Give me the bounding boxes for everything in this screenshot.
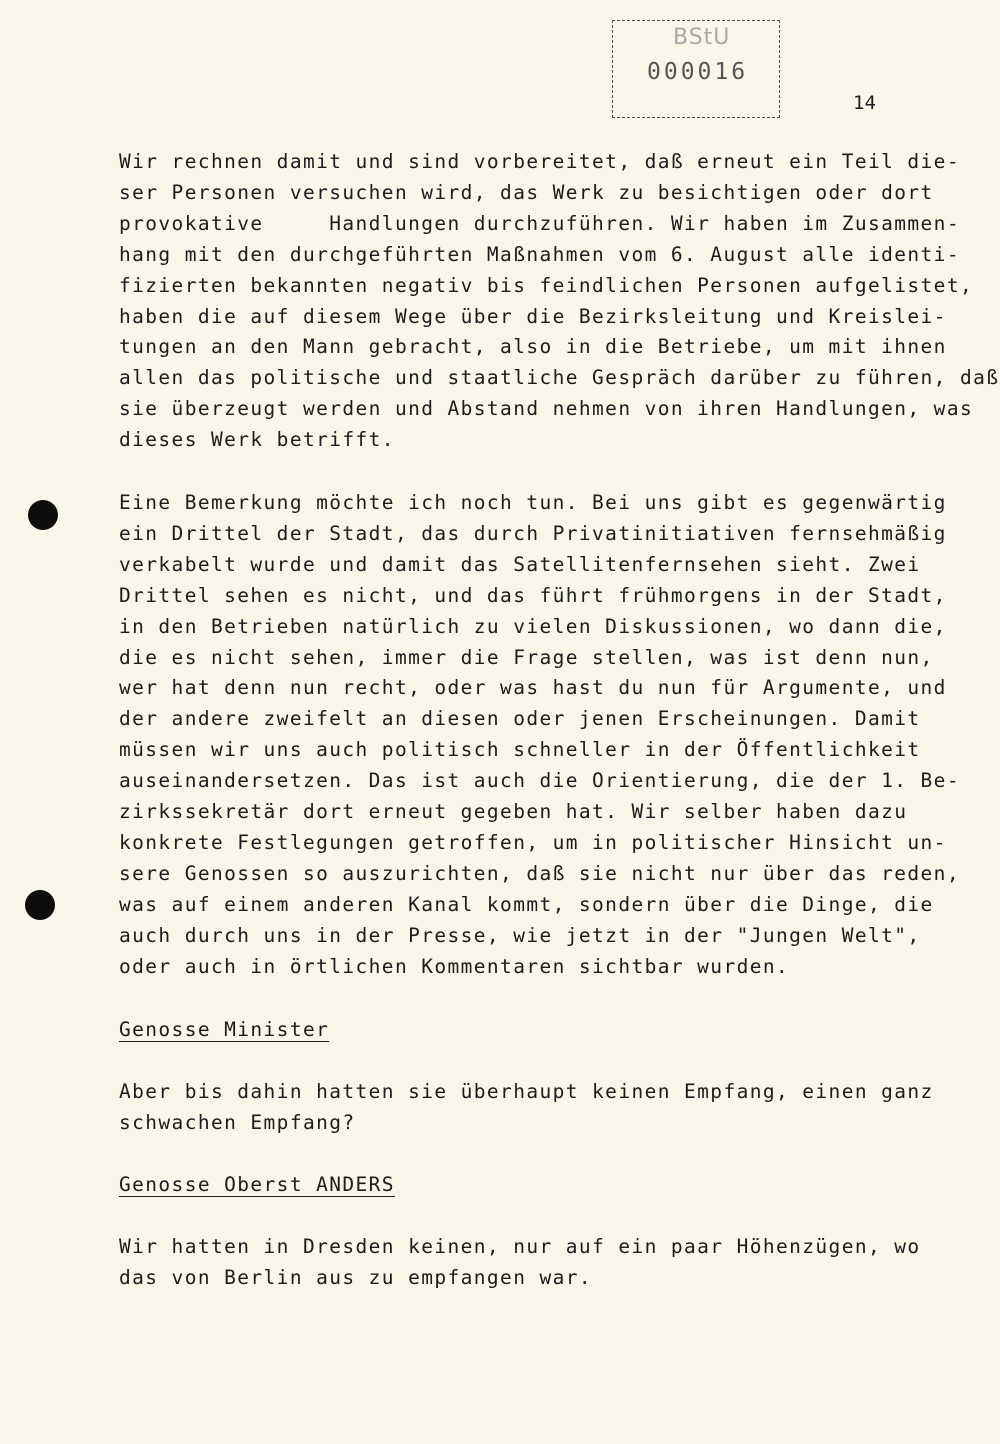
- stamp-label: BStU: [673, 25, 731, 50]
- speaker-heading-minister: Genosse Minister: [119, 1018, 330, 1041]
- paragraph-4: Wir hatten in Dresden keinen, nur auf ein paar Höhenzügen, wo das von Berlin aus zu empfangen war.: [119, 1235, 921, 1289]
- speaker-heading-anders: Genosse Oberst ANDERS: [119, 1173, 395, 1196]
- punch-hole-icon: [25, 890, 55, 920]
- paragraph-3: Aber bis dahin hatten sie überhaupt keinen Empfang, einen ganz schwachen Empfang?: [119, 1080, 934, 1134]
- archive-stamp: [612, 20, 780, 118]
- paragraph-1: Wir rechnen damit und sind vorbereitet, daß erneut ein Teil die- ser Personen versuchen wird, das Werk zu besichtigen oder dort provokative Handlungen durchzuführen. Wir haben im Zusammen- hang mit den durchgeführten Maßnahmen vom 6. August alle identi- fizierten bekannten negativ bis feindlichen Personen aufgelistet, haben die auf diesem Wege über die Bezirksleitung und Kreislei- tungen an den Mann gebracht, also in die Betriebe, um mit ihnen allen das politische und staatliche Gespräch darüber zu führen, daß sie überzeugt werden und Abstand nehmen von ihren Handlungen, was dieses Werk betrifft.: [119, 150, 1000, 452]
- page-number: 14: [853, 92, 876, 114]
- punch-hole-icon: [28, 500, 58, 530]
- paragraph-2: Eine Bemerkung möchte ich noch tun. Bei uns gibt es gegenwärtig ein Drittel der Stadt, das durch Privatinitiativen fernsehmäßig verkabelt wurde und damit das Satellitenfernsehen sieht. Zwei Drittel sehen es nicht, und das führt frühmorgens in der Stadt, in den Betrieben natürlich zu vielen Diskussionen, wo dann die, die es nicht sehen, immer die Frage stellen, was ist denn nun, wer hat denn nun recht, oder was hast du nun für Argumente, und der andere zweifelt an diesen oder jenen Erscheinungen. Damit müssen wir uns auch politisch schneller in der Öffentlichkeit auseinandersetzen. Das ist auch die Orientierung, die der 1. Be- zirkssekretär dort erneut gegeben hat. Wir selber haben dazu konkrete Festlegungen getroffen, um in politischer Hinsicht un- sere Genossen so auszurichten, daß sie nicht nur über das reden, was auf einem anderen Kanal kommt, sondern über die Dinge, die auch durch uns in der Presse, wie jetzt in der "Jungen Welt", oder auch in örtlichen Kommentaren sichtbar wurden.: [119, 491, 960, 978]
- stamp-number: 000016: [647, 59, 749, 85]
